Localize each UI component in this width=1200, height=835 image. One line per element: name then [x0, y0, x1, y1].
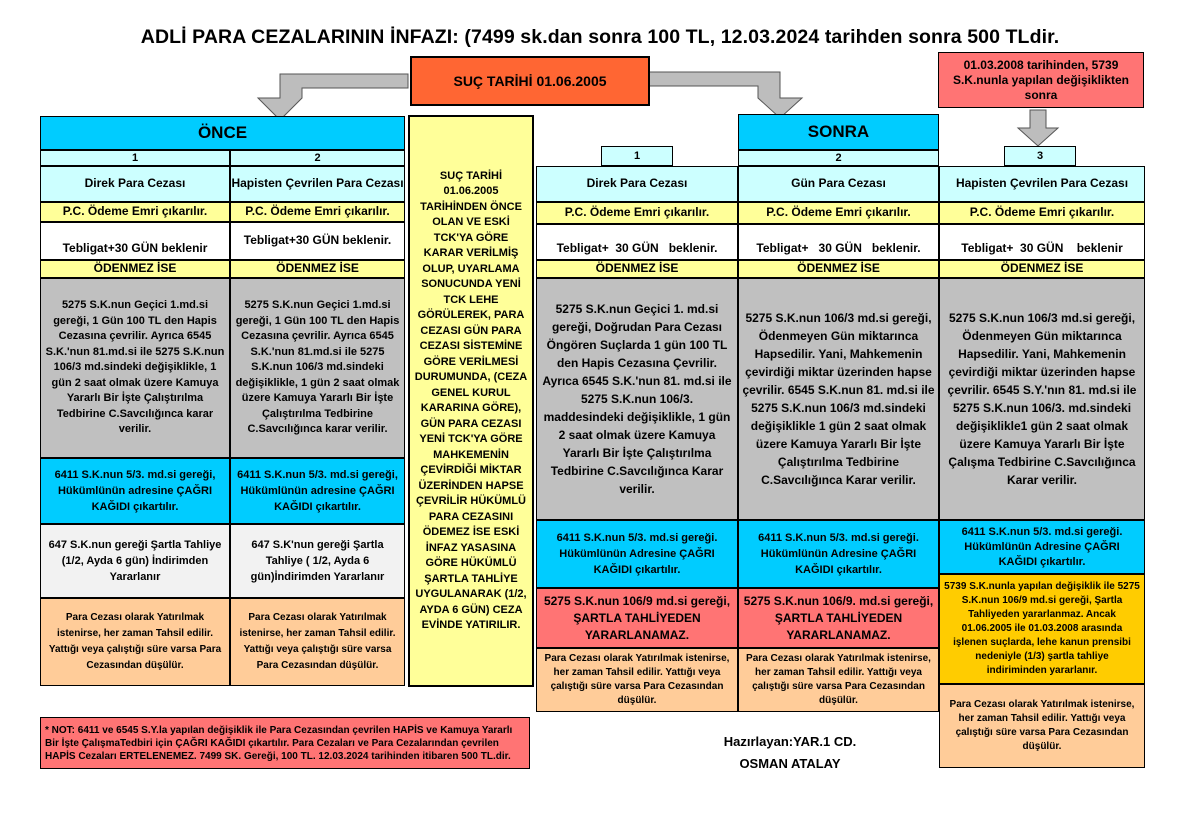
after-col1-unpaid: ÖDENMEZ İSE [536, 260, 738, 278]
before-header: ÖNCE [40, 116, 405, 150]
crime-date-box: SUÇ TARİHİ 01.06.2005 [410, 56, 650, 106]
after-col3-order: P.C. Ödeme Emri çıkarılır. [939, 202, 1145, 224]
before-col1-summons: 6411 S.K.nun 5/3. md.si gereği, Hükümlünün adresine ÇAĞRI KAĞIDI çıkartılır. [40, 458, 230, 524]
after-col3-num: 3 [1004, 146, 1076, 166]
after-col2-deposit: Para Cezası olarak Yatırılmak istenirse, her zaman Tahsil edilir. Yattığı veya çalıştığı süre varsa Para Cezasından düşülür. [738, 648, 939, 712]
before-col1-parole: 647 S.K.nun gereği Şartla Tahliye (1/2, Ayda 6 gün) İndirimden Yararlanır [40, 524, 230, 598]
after-col3-notice: Tebligat+ 30 GÜN beklenir [939, 224, 1145, 260]
after-col1-order: P.C. Ödeme Emri çıkarılır. [536, 202, 738, 224]
after-col3-unpaid: ÖDENMEZ İSE [939, 260, 1145, 278]
before-col1-num: 1 [40, 150, 230, 166]
after-col2-num: 2 [738, 150, 939, 166]
after-col2-type: Gün Para Cezası [738, 166, 939, 202]
after-col1-summons: 6411 S.K.nun 5/3. md.si gereği. Hükümlünün Adresine ÇAĞRI KAĞIDI çıkartılır. [536, 520, 738, 588]
before-col2-parole: 647 S.K'nun gereği Şartla Tahliye ( 1/2, Ayda 6 gün)İndirimden Yararlanır [230, 524, 405, 598]
after-col3-parole-5739: 5739 S.K.nunla yapılan değişiklik ile 5275 S.K.nun 106/9 md.si gereği, Şartla Tahliyeden yararlanmaz. Ancak 01.06.2005 ile 01.03.2008 arasında işlenen suçlarda, lehe kanun prensibi nedeniyle (1/3) şartla tahliye indiriminden yararlanır. [939, 574, 1145, 684]
before-col1-notice: Tebligat+30 GÜN beklenir [40, 222, 230, 260]
before-col2-detail: 5275 S.K.nun Geçici 1.md.si gereği, 1 Gün 100 TL den Hapis Cezasına çevrilir. Ayrıca 6545 S.K.'nun 81.md.si ile 5275 S.K.nun 106/3 md.sindeki değişiklikle, 1 gün 2 saat olmak üzere Kamuya Yararlı Bir İşte Çalıştırılma Tedbirine C.Savcılığınca karar verilir. [230, 278, 405, 458]
after-col1-no-parole: 5275 S.K.nun 106/9 md.si gereği, ŞARTLA TAHLİYEDEN YARARLANAMAZ. [536, 588, 738, 648]
before-col1-order: P.C. Ödeme Emri çıkarılır. [40, 202, 230, 222]
after-col1-type: Direk Para Cezası [536, 166, 738, 202]
post-2008-note: 01.03.2008 tarihinden, 5739 S.K.nunla yapılan değişiklikten sonra [938, 52, 1144, 108]
page-title: ADLİ PARA CEZALARININ İNFAZI: (7499 sk.dan sonra 100 TL, 12.03.2024 tarihden sonra 500 TLdir. [140, 26, 1060, 48]
before-col1-detail: 5275 S.K.nun Geçici 1.md.si gereği, 1 Gün 100 TL den Hapis Cezasına çevrilir. Ayrıca 6545 S.K.'nun 81.md.si ile 5275 S.K.nun 106/3 md.sindeki değişiklikle, 1 gün 2 saat olmak üzere Kamuya Yararlı Bir İşte Çalıştırılma Tedbirine C.Savcılığınca karar verilir. [40, 278, 230, 458]
after-col1-deposit: Para Cezası olarak Yatırılmak istenirse, her zaman Tahsil edilir. Yattığı veya çalıştığı süre varsa Para Cezasından düşülür. [536, 648, 738, 712]
after-col2-unpaid: ÖDENMEZ İSE [738, 260, 939, 278]
after-col3-detail: 5275 S.K.nun 106/3 md.si gereği, Ödenmeyen Gün miktarınca Hapsedilir. Yani, Mahkemenin çevirdiği miktar üzerinden hapse çevrilir. 6545 S.Y.'nın 81. md.si ile 5275 S.K.nun 106/3. md.sindeki değişiklikle1 gün 2 saat olmak üzere Kamuya Yararlı Bir İşte Çalışma Tedbirine C.Savcılığınca Karar verilir. [939, 278, 1145, 520]
after-col1-num: 1 [601, 146, 673, 166]
before-col1-deposit: Para Cezası olarak Yatırılmak istenirse, her zaman Tahsil edilir. Yattığı veya çalıştığı süre varsa Para Cezasından düşülür. [40, 598, 230, 686]
arrow-left-icon [160, 70, 410, 122]
after-col2-notice: Tebligat+ 30 GÜN beklenir. [738, 224, 939, 260]
before-col2-num: 2 [230, 150, 405, 166]
before-col2-notice: Tebligat+30 GÜN beklenir. [230, 222, 405, 260]
after-col2-order: P.C. Ödeme Emri çıkarılır. [738, 202, 939, 224]
after-col1-detail: 5275 S.K.nun Geçici 1. md.si gereği, Doğrudan Para Cezası Öngören Suçlarda 1 gün 100 TL den Hapis Cezasına Çevrilir. Ayrıca 6545 S.K.'nun 81. md.si ile 5275 S.K.nun 106/3. maddesindeki değişiklikle, 1 gün 2 saat olmak üzere Kamuya Yararlı Bir İşte Çalıştırılma Tedbirine C.Savcılığınca Karar verilir. [536, 278, 738, 520]
before-col2-type: Hapisten Çevrilen Para Cezası [230, 166, 405, 202]
after-col3-type: Hapisten Çevrilen Para Cezası [939, 166, 1145, 202]
author-name: OSMAN ATALAY [739, 756, 841, 771]
after-col1-notice: Tebligat+ 30 GÜN beklenir. [536, 224, 738, 260]
after-col3-summons: 6411 S.K.nun 5/3. md.si gereği. Hükümlünün Adresine ÇAĞRI KAĞIDI çıkartılır. [939, 520, 1145, 574]
after-header: SONRA [738, 114, 939, 150]
footnote: * NOT: 6411 ve 6545 S.Y.la yapılan değişiklik ile Para Cezasından çevrilen HAPİS ve Kamuya Yararlı Bir İşte ÇalışmaTedbiri için ÇAĞRI KAĞIDI çıkartılır. Para Cezaları ve Para Cezalarından çevrilen HAPİS Cezaları ERTELENEMEZ. 7499 SK. Gereği, 100 TL. 12.03.2024 tarihinden itibaren 500 TL.dir. [40, 717, 530, 769]
arrow-right-icon [640, 68, 890, 120]
after-col2-detail: 5275 S.K.nun 106/3 md.si gereği, Ödenmeyen Gün miktarınca Hapsedilir. Yani, Mahkemenin çevirdiği miktar üzerinden hapse çevrilir. 6545 S.K.nun 81. md.si ile 5275 S.K.nun 106/3 md.sindeki değişiklikle 1 gün 2 saat olmak üzere Kamuya Yararlı Bir İşte Çalıştırılma Tedbirine C.Savcılığınca Karar verilir. [738, 278, 939, 520]
before-col1-type: Direk Para Cezası [40, 166, 230, 202]
arrow-down-icon [1016, 108, 1066, 148]
before-col1-unpaid: ÖDENMEZ İSE [40, 260, 230, 278]
before-col2-unpaid: ÖDENMEZ İSE [230, 260, 405, 278]
middle-explanation: SUÇ TARİHİ 01.06.2005 TARİHİNDEN ÖNCE OLAN VE ESKİ TCK'YA GÖRE KARAR VERİLMİŞ OLUP, UYARLAMA SONUCUNDA YENİ TCK LEHE GÖRÜLEREK, PARA CEZASI GÜN PARA CEZASI SİSTEMİNE GÖRE VERİLMESİ DURUMUNDA, (CEZA GENEL KURUL KARARINA GÖRE), GÜN PARA CEZASI YENİ TCK'YA GÖRE MAHKEMENİN ÇEVİRDİĞİ MİKTAR ÜZERİNDEN HAPSE ÇEVRİLİR HÜKÜMLÜ PARA CEZASINI ÖDEMEZ İSE ESKİ İNFAZ YASASINA GÖRE HÜKÜMLÜ ŞARTLA TAHLİYE UYGULANARAK (1/2, AYDA 6 GÜN) CEZA EVİNDE YATIRILIR. [408, 115, 534, 687]
before-col2-order: P.C. Ödeme Emri çıkarılır. [230, 202, 405, 222]
after-col2-summons: 6411 S.K.nun 5/3. md.si gereği. Hükümlünün Adresine ÇAĞRI KAĞIDI çıkartılır. [738, 520, 939, 588]
after-col2-no-parole: 5275 S.K.nun 106/9. md.si gereği, ŞARTLA TAHLİYEDEN YARARLANAMAZ. [738, 588, 939, 648]
prepared-by: Hazırlayan:YAR.1 CD. [723, 734, 857, 749]
after-col3-deposit: Para Cezası olarak Yatırılmak istenirse, her zaman Tahsil edilir. Yattığı veya çalıştığı süre varsa Para Cezasından düşülür. [939, 684, 1145, 768]
before-col2-deposit: Para Cezası olarak Yatırılmak istenirse, her zaman Tahsil edilir. Yattığı veya çalıştığı süre varsa Para Cezasından düşülür. [230, 598, 405, 686]
before-col2-summons: 6411 S.K.nun 5/3. md.si gereği, Hükümlünün adresine ÇAĞRI KAĞIDI çıkartılır. [230, 458, 405, 524]
